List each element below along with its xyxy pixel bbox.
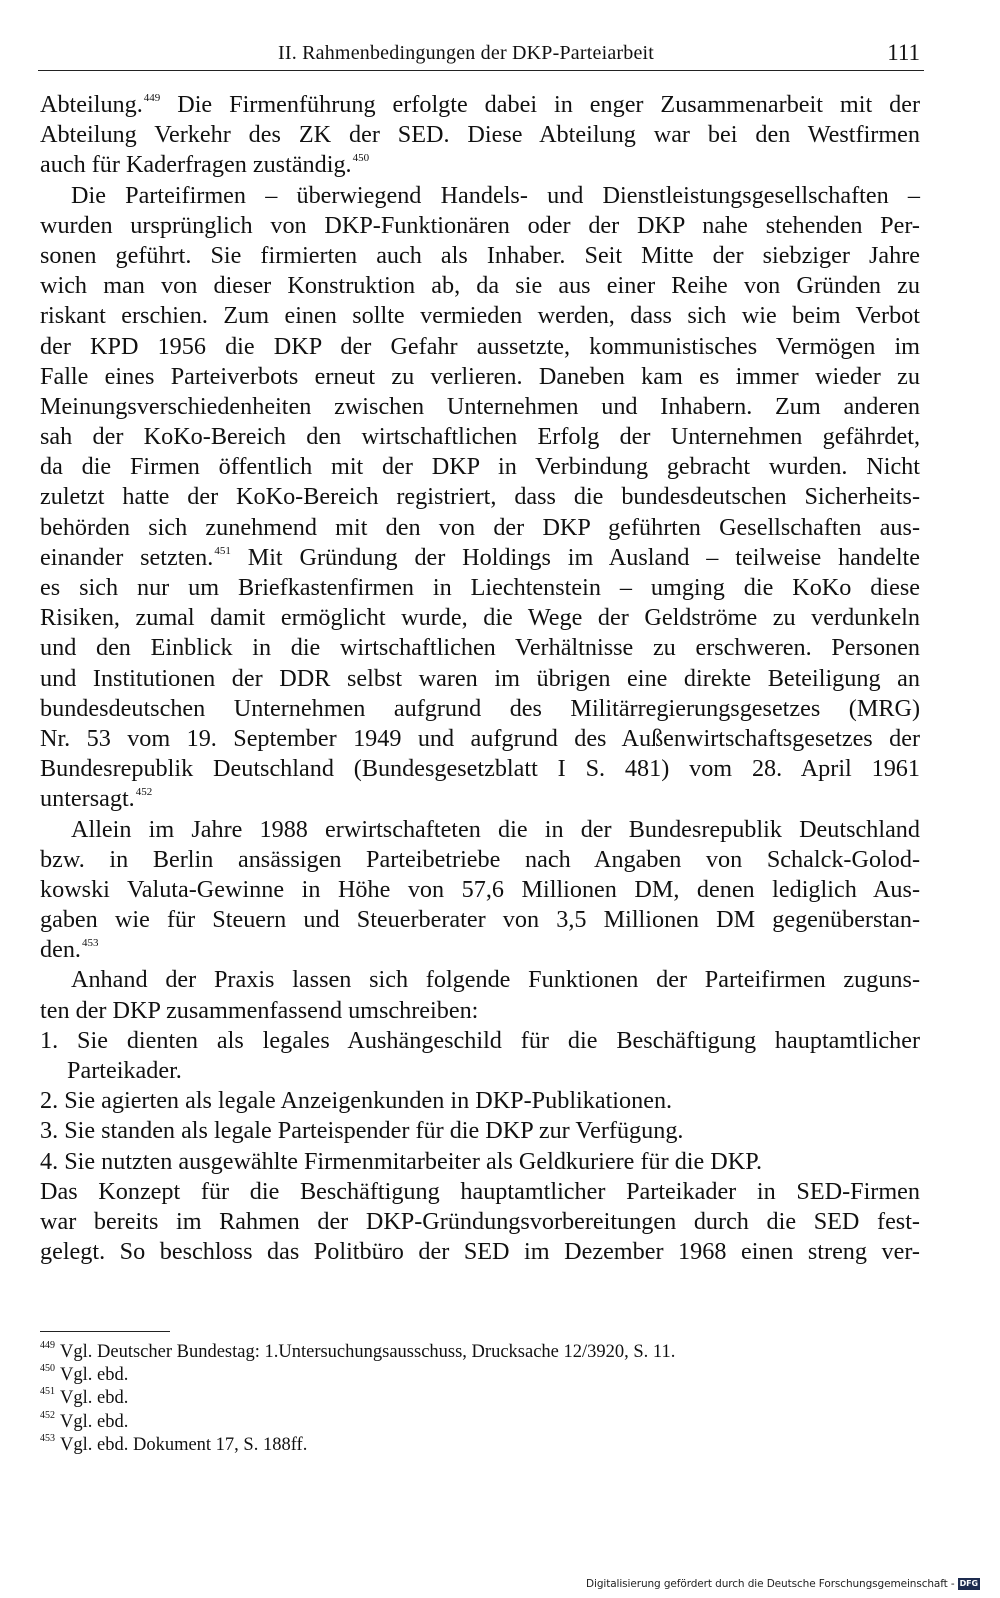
- text-segment: gaben wie für Steuern und Steuerberater von 3,5 Millionen DM gegenüberstan-: [40, 906, 920, 934]
- text-line: [40, 120, 920, 150]
- text-segment: der KPD 1956 die DKP der Gefahr aussetzte, kommunistisches Vermögen im: [40, 332, 920, 360]
- text-line: [40, 905, 920, 935]
- text-segment: und den Einblick in die wirtschaftlichen Verhältnisse zu erschweren. Personen: [40, 634, 920, 662]
- text-segment: Abteilung Verkehr des ZK der SED. Diese Abteilung war bei den Westfirmen: [40, 121, 920, 149]
- text-line: [40, 996, 920, 1026]
- footnote-reference: 449: [143, 92, 161, 104]
- text-line: [40, 422, 920, 452]
- footnote-text: Vgl. ebd.: [60, 1365, 129, 1386]
- text-segment: da die Firmen öffentlich mit der DKP in Verbindung gebracht wurden. Nicht: [40, 453, 920, 481]
- footnote: [40, 1434, 920, 1457]
- text-line: [40, 1086, 920, 1116]
- text-segment: sah der KoKo-Bereich den wirtschaftlichen Erfolg der Unternehmen gefährdet,: [40, 423, 920, 451]
- text-segment: Die Firmenführung erfolgte dabei in enger Zusammenarbeit mit der: [160, 91, 920, 118]
- text-segment: wurden ursprünglich von DKP-Funktionären oder der DKP nahe stehenden Per-: [40, 211, 920, 239]
- text-segment: wich man von dieser Konstruktion ab, da sie aus einer Reihe von Gründen zu: [40, 272, 920, 300]
- text-segment: Die Parteifirmen – überwiegend Handels- und Dienstleistungsgesellschaften –: [71, 181, 920, 209]
- text-segment: 1. Sie dienten als legales Aushängeschild für die Beschäftigung hauptamtlicher: [40, 1026, 920, 1054]
- text-line: [40, 271, 920, 301]
- text-segment: untersagt.: [40, 785, 135, 813]
- running-header: [38, 40, 924, 71]
- footnote: [40, 1387, 920, 1410]
- text-segment: 2. Sie agierten als legale Anzeigenkunden in DKP-Publikationen.: [40, 1087, 673, 1115]
- text-segment: war bereits im Rahmen der DKP-Gründungsvorbereitungen durch die SED fest-: [40, 1207, 920, 1235]
- text-segment: ten der DKP zusammenfassend umschreiben:: [40, 996, 479, 1024]
- text-segment: kowski Valuta-Gewinne in Höhe von 57,6 Millionen DM, denen lediglich Aus-: [40, 875, 920, 903]
- text-line: [40, 90, 920, 120]
- footnotes: [40, 1341, 920, 1457]
- text-segment: bundesdeutschen Unternehmen aufgrund des Militärregierungsgesetzes (MRG): [40, 694, 920, 722]
- text-line: [40, 573, 920, 603]
- text-line: [40, 664, 920, 694]
- text-segment: zuletzt hatte der KoKo-Bereich registriert, dass die bundesdeutschen Sicherheits-: [40, 483, 920, 511]
- text-segment: 4. Sie nutzten ausgewählte Firmenmitarbeiter als Geldkuriere für die DKP.: [40, 1147, 763, 1175]
- footnote-separator: [40, 1331, 170, 1332]
- footnote: [40, 1411, 920, 1434]
- text-line: [40, 1026, 920, 1056]
- main-text: [40, 90, 920, 1267]
- text-segment: Meinungsverschiedenheiten zwischen Unternehmen und Inhabern. Zum anderen: [40, 392, 920, 420]
- text-line: [40, 362, 920, 392]
- text-line: [40, 543, 920, 573]
- footnote-number: 450: [40, 1363, 55, 1375]
- running-header-title: II. Rahmenbedingungen der DKP-Parteiarbeit: [278, 42, 655, 64]
- footnote: [40, 1364, 920, 1387]
- footnote: [40, 1341, 920, 1364]
- text-line: [40, 301, 920, 331]
- footnote-number: 449: [40, 1340, 55, 1351]
- footnote-text: Vgl. Deutscher Bundestag: 1.Untersuchungsausschuss, Drucksache 12/3920, S. 11.: [60, 1342, 676, 1362]
- text-line: [40, 694, 920, 724]
- text-line: [40, 150, 920, 180]
- text-segment: Allein im Jahre 1988 erwirtschafteten die in der Bundesrepublik Deutschland: [71, 815, 920, 843]
- footnote-number: 453: [40, 1432, 55, 1444]
- text-segment: Nr. 53 vom 19. September 1949 und aufgrund des Außenwirtschaftsgesetzes der: [40, 724, 920, 752]
- text-line: [40, 1056, 920, 1086]
- footnote-reference: 453: [81, 937, 99, 950]
- text-line: [40, 633, 920, 663]
- text-line: [40, 1207, 920, 1237]
- footnote-reference: 450: [352, 152, 370, 165]
- text-segment: Bundesrepublik Deutschland (Bundesgesetzblatt I S. 481) vom 28. April 1961: [40, 755, 920, 783]
- footnote-number: 452: [40, 1409, 55, 1421]
- footnote-text: Vgl. ebd.: [60, 1388, 129, 1409]
- text-line: [40, 784, 920, 814]
- text-segment: riskant erschien. Zum einen sollte vermieden werden, dass sich wie beim Verbot: [40, 302, 920, 330]
- text-segment: Parteikader.: [67, 1057, 182, 1084]
- text-line: [40, 482, 920, 512]
- text-line: [40, 181, 920, 211]
- text-line: [40, 452, 920, 482]
- footnote-text: Vgl. ebd. Dokument 17, S. 188ff.: [60, 1434, 308, 1455]
- text-segment: 3. Sie standen als legale Parteispender für die DKP zur Verfügung.: [40, 1117, 684, 1145]
- footnote-reference: 452: [135, 786, 153, 799]
- text-line: [40, 875, 920, 905]
- text-segment: und Institutionen der DDR selbst waren im übrigen eine direkte Beteiligung an: [40, 664, 920, 692]
- credit-text: Digitalisierung gefördert durch die Deutsche Forschungsgemeinschaft -: [586, 1578, 955, 1590]
- text-line: [40, 815, 920, 845]
- text-segment: bzw. in Berlin ansässigen Parteibetriebe nach Angaben von Schalck-Golod-: [40, 845, 920, 873]
- text-line: [40, 1147, 920, 1177]
- text-line: [40, 965, 920, 995]
- text-line: [40, 1116, 920, 1146]
- text-segment: behörden sich zunehmend mit den von der DKP geführten Gesellschaften aus-: [40, 513, 920, 541]
- text-segment: Mit Gründung der Holdings im Ausland – teilweise handelte: [230, 543, 920, 571]
- text-segment: auch für Kaderfragen zuständig.: [40, 151, 352, 179]
- text-segment: Falle eines Parteiverbots erneut zu verlieren. Daneben kam es immer wieder zu: [40, 362, 920, 390]
- text-line: [40, 603, 920, 633]
- text-line: [40, 332, 920, 362]
- text-line: [40, 392, 920, 422]
- page-number: 111: [887, 40, 920, 65]
- text-segment: Anhand der Praxis lassen sich folgende Funktionen der Parteifirmen zuguns-: [71, 966, 920, 994]
- text-line: [40, 241, 920, 271]
- dfg-logo-icon: DFG: [959, 1579, 978, 1588]
- text-line: [40, 845, 920, 875]
- text-line: [40, 1177, 920, 1207]
- digitization-credit: [586, 1578, 980, 1590]
- text-line: [40, 513, 920, 543]
- text-line: [40, 754, 920, 784]
- text-line: [40, 211, 920, 241]
- footnote-text: Vgl. ebd.: [60, 1411, 129, 1432]
- text-line: [40, 1237, 920, 1267]
- text-line: [40, 724, 920, 754]
- text-segment: einander setzten.: [40, 543, 214, 571]
- footnote-reference: 451: [214, 544, 231, 557]
- text-segment: sonen geführt. Sie firmierten auch als Inhaber. Seit Mitte der siebziger Jahre: [40, 241, 920, 269]
- text-segment: gelegt. So beschloss das Politbüro der SED im Dezember 1968 einen streng ver-: [40, 1238, 920, 1266]
- footnote-number: 451: [40, 1386, 55, 1398]
- text-segment: es sich nur um Briefkastenfirmen in Liechtenstein – umging die KoKo diese: [40, 574, 920, 601]
- text-line: [40, 935, 920, 965]
- text-segment: Risiken, zumal damit ermöglicht wurde, die Wege der Geldströme zu verdunkeln: [40, 604, 920, 632]
- text-segment: Abteilung.: [40, 91, 143, 118]
- text-segment: den.: [40, 936, 81, 964]
- text-segment: Das Konzept für die Beschäftigung hauptamtlicher Parteikader in SED-Firmen: [40, 1177, 920, 1205]
